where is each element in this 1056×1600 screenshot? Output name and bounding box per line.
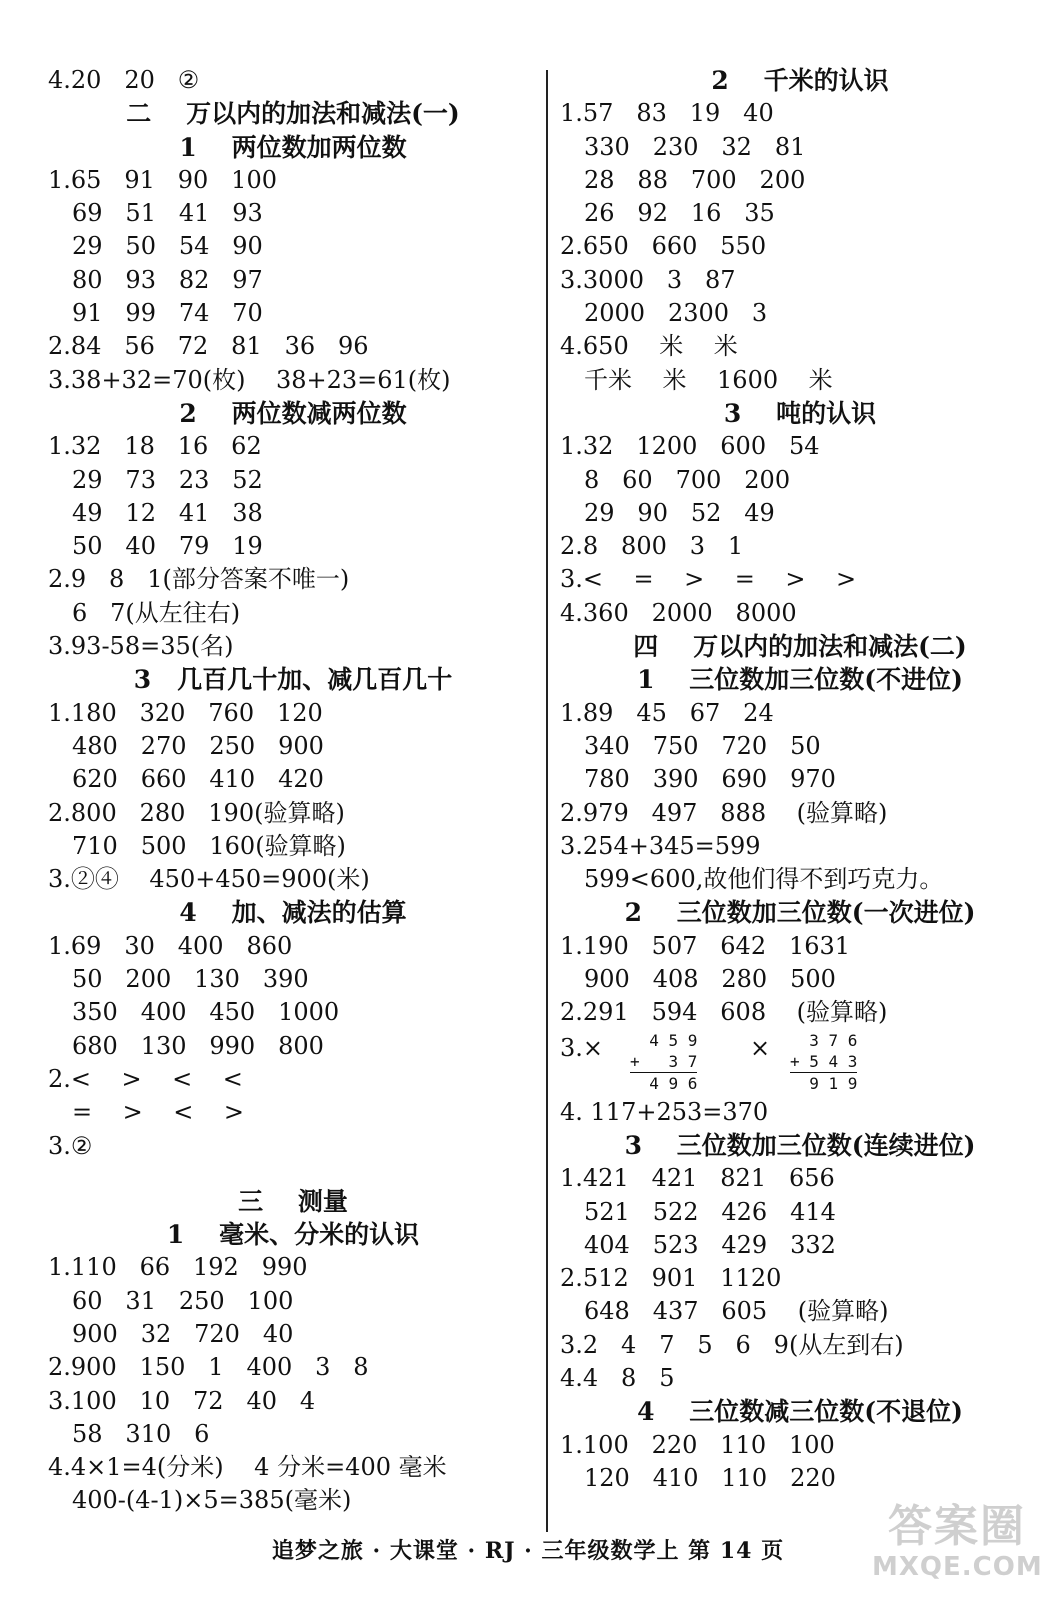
section-heading: 4 加、减法的估算: [179, 898, 407, 928]
section-heading: 二 万以内的加法和减法(一): [126, 99, 460, 129]
section-heading: 3 几百几十加、减几百几十: [133, 665, 453, 695]
answer-line: 千米 米 1600 米: [584, 365, 833, 394]
answer-line: 620 660 410 420: [72, 765, 324, 794]
right-column-upper: [560, 64, 1040, 1030]
answer-line: 1.32 1200 600 54: [560, 432, 820, 461]
answer-line: 480 270 250 900: [72, 731, 324, 760]
answer-line: 599<600,故他们得不到巧克力。: [584, 865, 944, 894]
answer-line: 680 130 990 800: [72, 1031, 324, 1060]
calc1-top: 4 5 9: [649, 1030, 698, 1050]
section-heading: 2 三位数加三位数(一次进位): [624, 898, 976, 928]
answer-line: 521 522 426 414: [584, 1197, 836, 1226]
calc2-addend: + 5 4 3: [790, 1051, 858, 1071]
answer-line: 3.②: [48, 1131, 93, 1160]
answer-line: 6 7(从左往右): [72, 598, 241, 627]
answer-line: 49 12 41 38: [72, 498, 263, 527]
section-heading: 3 三位数加三位数(连续进位): [624, 1130, 976, 1160]
answer-line: 3.②④ 450+450=900(米): [48, 865, 370, 894]
answer-line: 58 310 6: [72, 1419, 210, 1448]
vertical-calc-1: [630, 1030, 697, 1094]
answer-line: 780 390 690 970: [584, 765, 836, 794]
answer-line: 2.< > < <: [48, 1064, 243, 1093]
right-column-lower: [560, 1096, 1040, 1496]
answer-line: 4.20 20 ②: [48, 66, 200, 94]
calc2-top: 3 7 6: [809, 1030, 858, 1050]
answer-line: 69 51 41 93: [72, 199, 263, 228]
answer-line: 1.65 91 90 100: [48, 165, 277, 194]
section-heading: 1 三位数加三位数(不进位): [637, 665, 963, 695]
vertical-calc-2: [790, 1030, 857, 1094]
answer-line: 60 31 250 100: [72, 1286, 294, 1315]
answer-line: 28 88 700 200: [584, 165, 806, 194]
answer-line: 2.291 594 608 (验算略): [560, 998, 888, 1027]
answer-line: 710 500 160(验算略): [72, 831, 346, 860]
column-divider: [546, 70, 548, 1532]
answer-line: 1.69 30 400 860: [48, 931, 293, 960]
section-heading: 三 测量: [238, 1186, 348, 1216]
answer-line: 1.57 83 19 40: [560, 99, 774, 128]
answer-line: 900 408 280 500: [584, 965, 836, 994]
answer-line: 350 400 450 1000: [72, 998, 340, 1027]
answer-line: 26 92 16 35: [584, 199, 775, 228]
watermark-text: 答案圈: [888, 1501, 1026, 1552]
answer-line: 648 437 605 (验算略): [584, 1297, 889, 1326]
answer-line: 3.3000 3 87: [560, 265, 736, 294]
answer-line: 340 750 720 50: [584, 731, 821, 760]
section-heading: 1 毫米、分米的认识: [166, 1220, 420, 1250]
answer-line: 1.180 320 760 120: [48, 698, 323, 727]
answer-line: 2.512 901 1120: [560, 1264, 782, 1293]
right-column: [560, 64, 1040, 1495]
answer-line: 4.650 米 米: [560, 332, 738, 361]
answer-line: 1.190 507 642 1631: [560, 931, 851, 960]
answer-line: 900 32 720 40: [72, 1319, 294, 1348]
section-heading: 1 两位数加两位数: [179, 132, 407, 162]
answer-line: 330 230 32 81: [584, 132, 806, 161]
calc1-result: 4 9 6: [649, 1073, 698, 1093]
answer-line: 1.32 18 16 62: [48, 432, 262, 461]
answer-line: 2000 2300 3: [584, 299, 768, 328]
answer-line: 29 90 52 49: [584, 498, 775, 527]
answer-line: 2.800 280 190(验算略): [48, 798, 345, 827]
answer-line: 29 50 54 90: [72, 232, 263, 261]
section-heading: 2 千米的认识: [711, 66, 889, 95]
answer-line: 8 60 700 200: [584, 465, 791, 494]
answer-line: 3.93-58=35(名): [48, 632, 234, 661]
answer-line: 400-(4-1)×5=385(毫米): [72, 1486, 352, 1515]
answer-line: 50 40 79 19: [72, 532, 263, 561]
answer-line: 4.4×1=4(分米) 4 分米=400 毫米: [48, 1453, 447, 1482]
calc2-result: 9 1 9: [809, 1073, 858, 1093]
answer-line: 2.979 497 888 (验算略): [560, 798, 888, 827]
answer-line: 4. 117+253=370: [560, 1097, 769, 1126]
answer-line: 2.8 800 3 1: [560, 532, 744, 561]
section-heading: 3 吨的认识: [723, 398, 877, 428]
answer-line: 120 410 110 220: [584, 1463, 836, 1492]
section-heading: 2 两位数减两位数: [179, 398, 407, 428]
section-heading: 4 三位数减三位数(不退位): [637, 1397, 963, 1427]
answer-line: 50 200 130 390: [72, 965, 309, 994]
vertical-label: 3.×: [560, 1033, 604, 1062]
left-column: [48, 64, 538, 1518]
answer-line: [48, 1163, 538, 1185]
answer-line: 4.4 8 5: [560, 1363, 675, 1392]
watermark-logo: [872, 1502, 1042, 1592]
page-footer: 追梦之旅 · 大课堂 · RJ · 三年级数学上 第 14 页: [271, 1538, 785, 1564]
answer-line: 80 93 82 97: [72, 265, 263, 294]
calc1-addend: + 3 7: [630, 1051, 698, 1071]
answer-line: 4.360 2000 8000: [560, 598, 797, 627]
answer-line: 91 99 74 70: [72, 299, 263, 328]
section-heading: 四 万以内的加法和减法(二): [633, 632, 967, 662]
answer-line: 3.254+345=599: [560, 831, 761, 860]
vertical-mark-2: ×: [750, 1033, 771, 1062]
answer-line: 2.9 8 1(部分答案不唯一): [48, 565, 350, 594]
answer-line: 2.84 56 72 81 36 96: [48, 332, 369, 361]
answer-line: 3.100 10 72 40 4: [48, 1386, 316, 1415]
answer-line: = > < >: [72, 1098, 244, 1127]
answer-line: 1.100 220 110 100: [560, 1430, 835, 1459]
answer-line: 1.421 421 821 656: [560, 1164, 835, 1193]
answer-line: 3.2 4 7 5 6 9(从左到右): [560, 1330, 904, 1359]
answer-line: 2.650 660 550: [560, 232, 767, 261]
answer-line: 3.< = > = > >: [560, 565, 857, 594]
answer-line: 1.110 66 192 990: [48, 1253, 308, 1282]
answer-line: 1.89 45 67 24: [560, 698, 774, 727]
watermark-url: MXQE.COM: [872, 1552, 1043, 1582]
vertical-calculation: [560, 1030, 1040, 1096]
answer-line: 29 73 23 52: [72, 465, 263, 494]
answer-line: 404 523 429 332: [584, 1230, 836, 1259]
answer-line: 2.900 150 1 400 3 8: [48, 1353, 369, 1382]
answer-line: 3.38+32=70(枚) 38+23=61(枚): [48, 365, 451, 394]
